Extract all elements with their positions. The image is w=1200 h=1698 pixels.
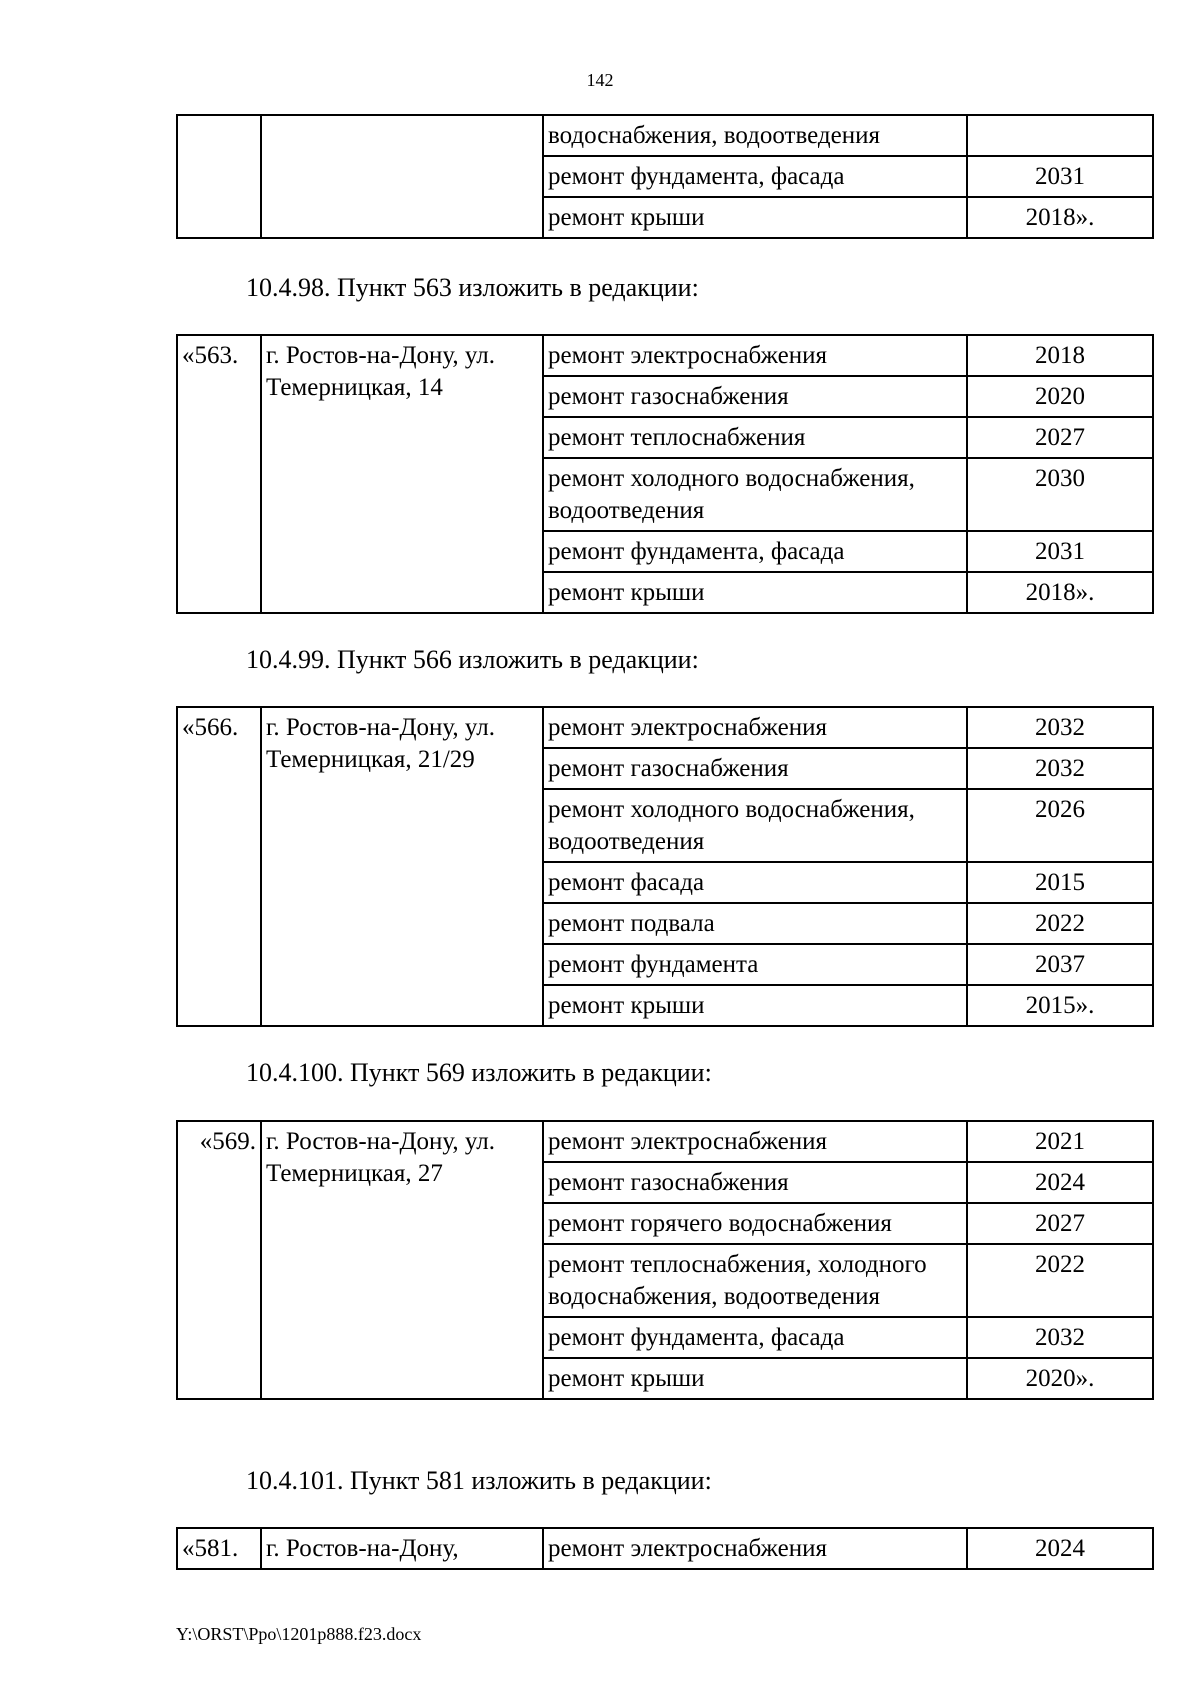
table-row	[177, 115, 1153, 156]
year-cell: 2015».	[967, 985, 1153, 1026]
year-cell: 2020».	[967, 1358, 1153, 1399]
address-cell: г. Ростов-на-Дону, ул. Темерницкая, 14	[261, 335, 543, 613]
work-cell: ремонт фундамента, фасада	[543, 1317, 967, 1358]
item-number-cell: «569.	[177, 1121, 261, 1399]
works-table-566	[176, 706, 1154, 1027]
address-cell: г. Ростов-на-Дону, ул. Темерницкая, 27	[261, 1121, 543, 1399]
work-cell: ремонт фундамента, фасада	[543, 156, 967, 197]
work-cell: ремонт крыши	[543, 985, 967, 1026]
works-table-569	[176, 1120, 1154, 1400]
work-cell: ремонт холодного водоснабжения, водоотведения	[543, 458, 967, 531]
address-cell: г. Ростов-на-Дону,	[261, 1528, 543, 1569]
year-cell: 2024	[967, 1528, 1153, 1569]
work-cell: водоснабжения, водоотведения	[543, 115, 967, 156]
work-cell: ремонт фундамента	[543, 944, 967, 985]
year-cell: 2031	[967, 156, 1153, 197]
table-row	[177, 707, 1153, 748]
year-cell: 2030	[967, 458, 1153, 531]
item-number-cell	[177, 115, 261, 238]
work-cell: ремонт электроснабжения	[543, 335, 967, 376]
table-row	[177, 335, 1153, 376]
year-cell: 2021	[967, 1121, 1153, 1162]
work-cell: ремонт газоснабжения	[543, 748, 967, 789]
year-cell: 2022	[967, 1244, 1153, 1317]
section-heading: 10.4.101. Пункт 581 изложить в редакции:	[246, 1466, 712, 1495]
table-row	[177, 1121, 1153, 1162]
year-cell: 2032	[967, 707, 1153, 748]
table-row	[177, 1528, 1153, 1569]
address-cell	[261, 115, 543, 238]
year-cell: 2018».	[967, 197, 1153, 238]
work-cell: ремонт теплоснабжения, холодного водоснабжения, водоотведения	[543, 1244, 967, 1317]
work-cell: ремонт фундамента, фасада	[543, 531, 967, 572]
work-cell: ремонт крыши	[543, 572, 967, 613]
year-cell: 2020	[967, 376, 1153, 417]
year-cell: 2024	[967, 1162, 1153, 1203]
year-cell: 2022	[967, 903, 1153, 944]
section-heading: 10.4.100. Пункт 569 изложить в редакции:	[246, 1058, 712, 1087]
year-cell: 2027	[967, 1203, 1153, 1244]
work-cell: ремонт газоснабжения	[543, 1162, 967, 1203]
work-cell: ремонт горячего водоснабжения	[543, 1203, 967, 1244]
year-cell: 2032	[967, 748, 1153, 789]
work-cell: ремонт газоснабжения	[543, 376, 967, 417]
section-heading: 10.4.99. Пункт 566 изложить в редакции:	[246, 645, 699, 674]
section-heading: 10.4.98. Пункт 563 изложить в редакции:	[246, 273, 699, 302]
works-table-continuation	[176, 114, 1154, 239]
year-cell: 2026	[967, 789, 1153, 862]
year-cell: 2037	[967, 944, 1153, 985]
page-number: 142	[586, 70, 614, 90]
work-cell: ремонт крыши	[543, 1358, 967, 1399]
work-cell: ремонт холодного водоснабжения, водоотведения	[543, 789, 967, 862]
year-cell	[967, 115, 1153, 156]
work-cell: ремонт подвала	[543, 903, 967, 944]
footer-file-path: Y:\ORST\Ppo\1201p888.f23.docx	[176, 1624, 422, 1644]
work-cell: ремонт электроснабжения	[543, 707, 967, 748]
works-table-563	[176, 334, 1154, 614]
address-cell: г. Ростов-на-Дону, ул. Темерницкая, 21/29	[261, 707, 543, 1026]
work-cell: ремонт электроснабжения	[543, 1528, 967, 1569]
work-cell: ремонт теплоснабжения	[543, 417, 967, 458]
works-table-581	[176, 1527, 1154, 1570]
work-cell: ремонт фасада	[543, 862, 967, 903]
year-cell: 2018	[967, 335, 1153, 376]
work-cell: ремонт крыши	[543, 197, 967, 238]
year-cell: 2018».	[967, 572, 1153, 613]
work-cell: ремонт электроснабжения	[543, 1121, 967, 1162]
item-number-cell: «581.	[177, 1528, 261, 1569]
year-cell: 2031	[967, 531, 1153, 572]
year-cell: 2032	[967, 1317, 1153, 1358]
year-cell: 2015	[967, 862, 1153, 903]
item-number-cell: «563.	[177, 335, 261, 613]
year-cell: 2027	[967, 417, 1153, 458]
item-number-cell: «566.	[177, 707, 261, 1026]
